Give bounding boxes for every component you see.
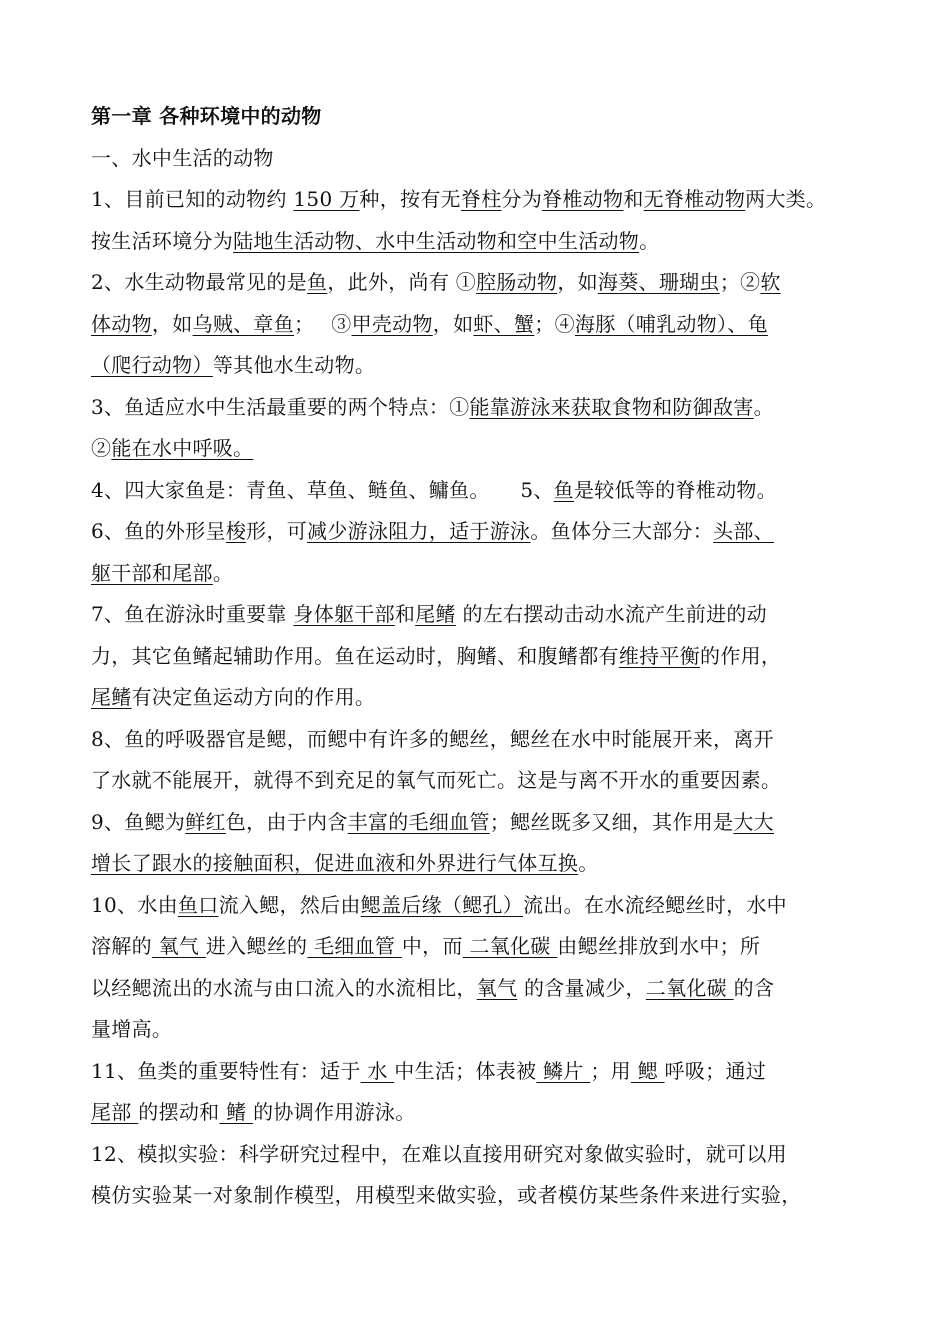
text-segment: 6、鱼的外形呈 (91, 519, 226, 543)
text-segment: 形，可 (246, 519, 308, 543)
underlined-answer: 无脊椎动物 (643, 187, 746, 211)
underlined-answer: 鱼 (307, 270, 328, 294)
text-segment: 流入鳃，然后由 (218, 892, 361, 917)
text-segment: 的作用， (700, 643, 782, 668)
text-segment: 。 (753, 394, 774, 419)
text-segment: ，此外，尚有 ① (327, 270, 477, 294)
text-line (91, 968, 891, 1010)
text-segment: ，如 (432, 311, 474, 336)
text-segment: ，如 (557, 270, 598, 294)
underlined-answer: 毛细血管 (307, 934, 402, 958)
underlined-answer: 脊柱 (460, 187, 502, 211)
text-segment: ；鳃丝既多又细，其作用是 (489, 809, 734, 834)
text-line (91, 304, 891, 346)
text-segment: 8、鱼的呼吸器官是鳃，而鳃中有许多的鳃丝，鳃丝在水中时能展开来，离开 (91, 726, 774, 751)
text-segment: 和 (623, 187, 644, 211)
text-segment: 。 (639, 228, 660, 253)
underlined-answer: 水 (360, 1058, 395, 1083)
underlined-answer: 鱼 (553, 477, 574, 502)
text-segment: 的左右摆动击动水流产生前进的动 (455, 602, 767, 626)
text-segment: 的摆动和 (138, 1100, 220, 1124)
text-segment: 。鱼体分三大部分： (530, 519, 714, 543)
text-segment: 是较低等的脊椎动物。 (573, 477, 777, 502)
text-segment: 了水就不能展开，就得不到充足的氧气而死亡。这是与离不开水的重要因素。 (91, 768, 782, 792)
underlined-answer: 鲜红 (185, 809, 226, 834)
underlined-answer: 增长了跟水的接触面积，促进血液和外界进行气体互换 (91, 851, 579, 875)
text-line (91, 843, 891, 885)
text-segment: 中，而 (401, 934, 463, 958)
underlined-answer: 鳍 (219, 1100, 254, 1124)
text-line (91, 594, 891, 636)
text-line (91, 885, 891, 927)
underlined-answer: 陆地生活动物、水中生活动物和空中生活动物 (233, 228, 640, 253)
text-segment: 和 (394, 602, 416, 626)
text-line (91, 677, 891, 719)
underlined-answer: 二氧化碳 (645, 975, 734, 1000)
underlined-answer: 鱼口 (177, 892, 219, 917)
text-segment: ； ③ (294, 311, 352, 336)
underlined-answer: 鳞片 (536, 1058, 591, 1083)
text-segment: 。 (578, 851, 599, 875)
text-segment: 的含量减少， (517, 975, 646, 1000)
text-segment: ；用 (590, 1058, 631, 1083)
text-segment: ② (91, 436, 112, 460)
underlined-answer: 甲壳动物 (351, 311, 433, 336)
underlined-answer: 150 万 (293, 187, 360, 211)
underlined-answer: 虾、蟹 (473, 311, 535, 336)
text-segment: 按生活环境分为 (91, 228, 234, 253)
underlined-answer: 二氧化碳 (462, 934, 558, 958)
text-segment: ，如 (151, 311, 193, 336)
text-segment: 7、鱼在游泳时重要靠 (91, 602, 294, 626)
text-line (91, 221, 891, 263)
underlined-answer: 丰富的毛细血管 (347, 809, 490, 834)
text-segment: 由鳃丝排放到水中；所 (557, 934, 761, 958)
text-segment: 以经鳃流出的水流与由口流入的水流相比， (91, 975, 477, 1000)
text-segment: 呼吸；通过 (664, 1058, 767, 1083)
text-line (91, 511, 891, 553)
underlined-answer: 减少游泳阻力，适于游泳 (307, 519, 531, 543)
text-segment: 1、目前已知的动物约 (91, 187, 294, 211)
text-line (91, 470, 891, 512)
text-segment: ；④ (534, 311, 575, 336)
underlined-answer: 头部、 (713, 519, 774, 543)
underlined-answer: 能在水中呼吸。 (111, 436, 254, 460)
text-line (91, 802, 891, 844)
text-segment: 分为 (501, 187, 543, 211)
text-segment: 有决定鱼运动方向的作用。 (131, 685, 376, 709)
underlined-answer: 尾鳍 (415, 602, 456, 626)
underlined-answer: 脊椎动物 (542, 187, 624, 211)
underlined-answer: 体动物 (91, 311, 152, 336)
text-segment: 力，其它鱼鳍起辅助作用。鱼在运动时，胸鳍、和腹鳍都有 (91, 643, 619, 668)
text-segment: 进入鳃丝的 (205, 934, 308, 958)
underlined-answer: 躯干部和尾部 (91, 560, 213, 585)
text-line (91, 636, 891, 678)
underlined-answer: 海葵、珊瑚虫 (597, 270, 720, 294)
text-line (91, 1175, 891, 1217)
text-line (91, 1051, 891, 1093)
underlined-answer: 身体躯干部 (293, 602, 395, 626)
text-segment: 的含 (733, 975, 775, 1000)
text-segment: 9、鱼鳃为 (91, 809, 186, 834)
text-line (91, 1092, 891, 1134)
underlined-answer: 腔肠动物 (476, 270, 558, 294)
underlined-answer: 鳃 (630, 1058, 665, 1083)
text-segment: ；② (719, 270, 761, 294)
underlined-answer: 海豚（哺乳动物）、龟 (574, 311, 768, 336)
section-title: 一、水中生活的动物 (91, 145, 274, 170)
text-segment: 模仿实验某一对象制作模型，用模型来做实验，或者模仿某些条件来进行实验， (91, 1183, 802, 1207)
text-segment: 流出。在水流经鳃丝时，水中 (523, 892, 787, 917)
text-segment: 12、模拟实验：科学研究过程中，在难以直接用研究对象做实验时，就可以用 (91, 1141, 787, 1166)
underlined-answer: 氧气 (476, 975, 518, 1000)
text-line (91, 1134, 891, 1176)
text-segment: 中生活；体表被 (394, 1058, 537, 1083)
document-page (91, 96, 891, 1217)
text-segment: 。 (212, 560, 234, 585)
underlined-answer: 尾鳍 (91, 685, 132, 709)
text-line (91, 553, 891, 595)
text-segment: 溶解的 (91, 934, 152, 958)
text-segment: 3、鱼适应水中生活最重要的两个特点：① (91, 394, 470, 419)
text-line (91, 262, 891, 304)
text-line (91, 345, 891, 387)
text-segment: 4、四大家鱼是：青鱼、草鱼、鲢鱼、鳙鱼。 5、 (91, 477, 554, 502)
underlined-answer: 大大 (733, 809, 774, 834)
text-line (91, 428, 891, 470)
underlined-answer: 能靠游泳来获取食物和防御敌害 (469, 394, 754, 419)
underlined-answer: 乌贼、章鱼 (192, 311, 295, 336)
underlined-answer: 软 (760, 270, 781, 294)
chapter-title: 第一章 各种环境中的动物 (91, 104, 322, 128)
text-line (91, 1009, 891, 1051)
underlined-answer: 维持平衡 (618, 643, 701, 668)
text-line (91, 719, 891, 761)
text-line (91, 926, 891, 968)
text-segment: 种，按有无 (359, 187, 461, 211)
document-body (91, 179, 891, 1217)
underlined-answer: 梭 (225, 519, 247, 543)
text-segment: 等其他水生动物。 (212, 353, 376, 377)
text-line (91, 387, 891, 429)
underlined-answer: 尾部 (91, 1100, 139, 1124)
text-segment: 色，由于内含 (225, 809, 348, 834)
underlined-answer: （爬行动物） (91, 353, 213, 377)
underlined-answer: 鳃盖后缘（鳃孔） (360, 892, 524, 917)
text-segment: 量增高。 (91, 1017, 173, 1041)
text-line (91, 760, 891, 802)
text-segment: 的协调作用游泳。 (253, 1100, 416, 1124)
text-segment: 10、水由 (91, 892, 178, 917)
text-segment: 11、鱼类的重要特性有：适于 (91, 1058, 361, 1083)
text-segment: 两大类。 (745, 187, 827, 211)
underlined-answer: 氧气 (151, 934, 206, 958)
text-line (91, 179, 891, 221)
text-segment: 2、水生动物最常见的是 (91, 270, 308, 294)
